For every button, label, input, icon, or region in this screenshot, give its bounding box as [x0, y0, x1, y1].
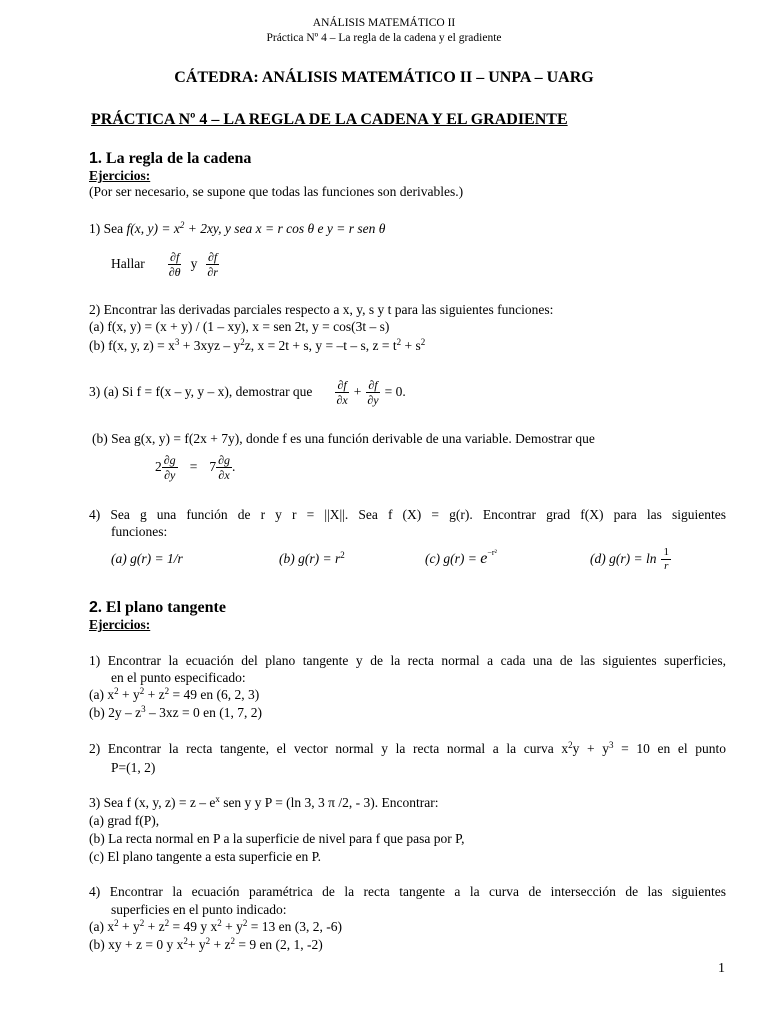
- dg-dy-fraction: $\frac{\partial g}{\partial y}$: [163, 452, 176, 482]
- page-number: 1: [718, 961, 725, 976]
- s2-ex2-line1: 2) Encontrar la recta tangente, el vector normal y la recta normal a la curva $x^2y + y^3 = 10$ en el punto: [89, 740, 726, 756]
- s1-ex1-hallar: [111, 244, 220, 284]
- s1-ex2-a: (a) f(x, y) = (x + y) / (1 – xy), x = sen 2t, y = cos(3t – s): [89, 319, 390, 334]
- section2-number: 2: [89, 599, 98, 616]
- s2-ex3-a: (a) grad f(P),: [89, 813, 160, 828]
- section1-note: (Por ser necesario, se supone que todas las funciones son derivables.): [89, 184, 464, 199]
- s2-ex1-line2: en el punto especificado:: [111, 670, 246, 685]
- section2-title: . El plano tangente: [97, 599, 226, 616]
- section2-heading: [89, 598, 226, 617]
- s2-ex3-line1: 3) Sea f (x, y, $z) = z - e^x$ sen y y P = (ln 3, 3 π /2, - 3). Encontrar:: [89, 794, 439, 810]
- s1-ex3-a: [89, 372, 406, 412]
- s2-ex2-line2: P=(1, 2): [111, 760, 156, 775]
- s2-ex4-b: (b) xy + z = 0 y $x^2+ y^2 + z^2 = 9$ en (2, 1, -2): [89, 936, 323, 952]
- s1-ex3-b-formula: 2 $\frac{\partial g}{\partial y}$ = 7 $\frac{\partial g}{\partial x}$ .: [155, 452, 236, 482]
- s2-ex3-c: (c) El plano tangente a esta superficie en P.: [89, 849, 322, 864]
- running-header-line1: ANÁLISIS MATEMÁTICO II: [312, 17, 456, 29]
- s1-ex4-b: (b) $g(r) = r^2$: [279, 550, 345, 566]
- hallar-label: Hallar: [111, 256, 145, 271]
- s1-ex2-b: (b) f(x, y, $z) = x^3 + 3xyz - y^2z$, x = 2t + s, y = –t – s, $z = t^2 + s^2$: [89, 337, 426, 353]
- s1-ex4-a: (a) g(r) = 1/r: [111, 551, 183, 566]
- dg-dx-fraction: $\frac{\partial g}{\partial x}$: [218, 452, 230, 482]
- section1-number: 1: [89, 150, 98, 167]
- s2-ex1-line1: 1) Encontrar la ecuación del plano tangente y de la recta normal a cada una de las siguientes superficies,: [89, 653, 726, 668]
- section1-title: . La regla de la cadena: [97, 150, 252, 167]
- s2-ex4-a: (a) $x^2 + y^2 + z^2 = 49$ y $x^2 + y^2 = 13$ en (3, 2, -6): [89, 918, 342, 934]
- one-over-r-fraction: $\frac{1}{r}$: [663, 545, 669, 572]
- plus-sign: +: [353, 384, 362, 399]
- s1-ex4-d: (d) g(r) = ln $\frac{1}{r}$: [590, 545, 669, 572]
- df-dx-fraction: $\frac{\partial f}{\partial x}$: [336, 377, 348, 407]
- s1-ex3-a-text: 3) (a) Si f = f(x – y, y – x), demostrar que: [89, 384, 313, 399]
- s1-ex4-c: (c) $g(r) = e^{-r^2}$: [425, 548, 497, 567]
- s2-ex1-a: (a) $x^2 + y^2 + z^2 = 49$ en (6, 2, 3): [89, 686, 260, 702]
- df-dy-fraction: $\frac{\partial f}{\partial y}$: [367, 377, 379, 407]
- section2-ejercicios: Ejercicios:: [89, 617, 151, 632]
- s2-ex1-b: (b) $2y - z^3 - 3xz = 0$ en (1, 7, 2): [89, 704, 262, 720]
- s2-ex4-line1: 4) Encontrar la ecuación paramétrica de la recta tangente a la curva de intersección de las siguientes: [89, 884, 726, 899]
- s1-ex3-b-text: (b) Sea g(x, y) = f(2x + 7y), donde f es una función derivable de una variable. Demostrar que: [92, 431, 595, 446]
- section1-ejercicios: Ejercicios:: [89, 168, 151, 183]
- df-dtheta-fraction: $\frac{\partial f}{\partial\theta}$: [168, 249, 181, 279]
- s2-ex4-line2: superficies en el punto indicado:: [111, 902, 287, 917]
- and-label: y: [190, 256, 198, 271]
- equals-zero: = 0.: [384, 384, 406, 399]
- s1-ex4-line1: 4) Sea g una función de r y r = ||X||. Sea f (X) = g(r). Encontrar grad f(X) para las siguientes: [89, 507, 726, 522]
- s1-ex2-intro: 2) Encontrar las derivadas parciales respecto a x, y, s y t para las siguientes funciones:: [89, 302, 554, 317]
- s1-ex1-statement: 1) Sea f(x, $y) = x^2 + 2xy$, y sea x = r cos θ e y = r sen θ: [89, 220, 386, 236]
- practica-title: PRÁCTICA Nº 4 – LA REGLA DE LA CADENA Y EL GRADIENTE: [91, 111, 568, 128]
- running-header-line2: Práctica Nº 4 – La regla de la cadena y el gradiente: [266, 32, 502, 44]
- section1-heading: [89, 149, 251, 168]
- s1-ex4-line2: funciones:: [111, 524, 168, 539]
- catedra-title: CÁTEDRA: ANÁLISIS MATEMÁTICO II – UNPA – UARG: [174, 69, 594, 86]
- df-dr-fraction: $\frac{\partial f}{\partial r}$: [207, 249, 218, 279]
- s2-ex3-b: (b) La recta normal en P a la superficie de nivel para f que pasa por P,: [89, 831, 465, 846]
